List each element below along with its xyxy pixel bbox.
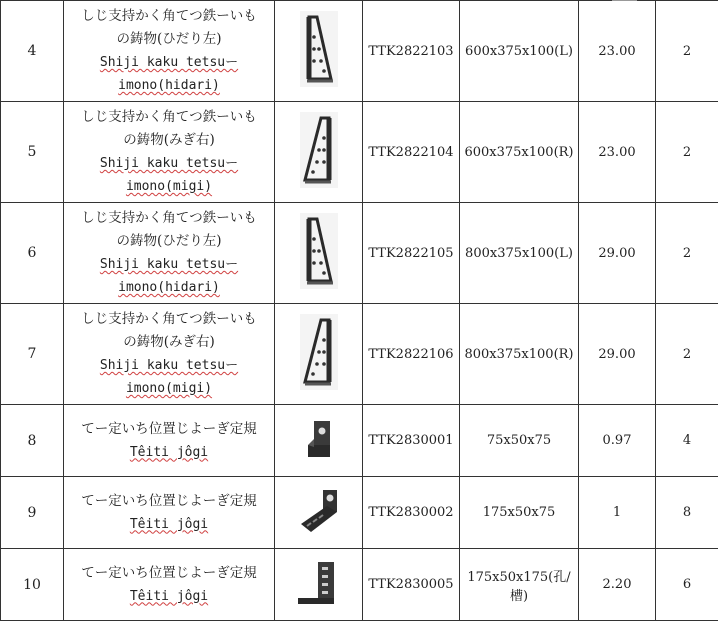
- product-name-romaji: [64, 354, 274, 377]
- product-price: 23.00: [579, 1, 656, 102]
- product-name-romaji: [64, 441, 274, 464]
- spellcheck-underline: imono(hidari): [118, 280, 220, 295]
- product-name-romaji: [64, 152, 274, 175]
- table-row: [1, 477, 718, 549]
- product-name: [64, 477, 275, 549]
- product-code: TTK2830002: [363, 477, 460, 549]
- spellcheck-underline: imono(migi): [125, 179, 213, 194]
- product-name-japanese: の鋳物(ひだり左): [116, 233, 222, 249]
- product-name: [64, 549, 275, 621]
- spellcheck-underline: Têiti jôgi: [129, 588, 209, 604]
- row-number: 5: [1, 102, 64, 203]
- product-name-romaji: [64, 253, 274, 276]
- spellcheck-underline: Têiti jôgi: [129, 516, 209, 532]
- product-name-japanese: の鋳物(みぎ右): [123, 334, 215, 350]
- product-code: TTK2822103: [363, 1, 460, 102]
- product-name-romaji: [64, 276, 274, 299]
- product-name-japanese: の鋳物(みぎ右): [123, 132, 215, 148]
- product-name-japanese: てー定いち位置じよーぎ定規: [81, 420, 257, 437]
- tall-angle-plate-icon: [294, 558, 344, 608]
- table-row: [1, 549, 718, 621]
- product-image: [275, 477, 363, 549]
- spellcheck-underline: Têiti jôgi: [129, 444, 209, 460]
- product-price: 23.00: [579, 102, 656, 203]
- product-name-romaji: [64, 51, 274, 74]
- spellcheck-underline: imono(migi): [125, 381, 213, 396]
- product-name: [64, 203, 275, 304]
- product-price: 1: [579, 477, 656, 549]
- triangle-bracket-left-icon: [299, 9, 339, 89]
- product-price: 2.20: [579, 549, 656, 621]
- row-number: 4: [1, 1, 64, 102]
- product-image: [275, 304, 363, 405]
- product-name-japanese: しじ支持かく角てつ鉄ーいも: [81, 109, 257, 125]
- triangle-bracket-left-icon: [299, 211, 339, 291]
- product-name-romaji: [64, 377, 274, 400]
- spellcheck-underline: imono(hidari): [118, 78, 220, 93]
- table-row: [1, 1, 718, 102]
- product-name-romaji: [64, 74, 274, 97]
- product-quantity: 2: [656, 102, 718, 203]
- product-price: 0.97: [579, 405, 656, 477]
- product-quantity: 2: [656, 1, 718, 102]
- product-price: 29.00: [579, 203, 656, 304]
- product-name-japanese: の鋳物(ひだり左): [116, 31, 222, 47]
- product-size: 75x50x75: [460, 405, 579, 477]
- product-size: 600x375x100(L): [460, 1, 579, 102]
- product-name: [64, 102, 275, 203]
- row-number: 10: [1, 549, 64, 621]
- product-image: [275, 102, 363, 203]
- triangle-bracket-right-icon: [299, 110, 339, 190]
- product-name: [64, 1, 275, 102]
- product-image: [275, 1, 363, 102]
- product-name-japanese: てー定いち位置じよーぎ定規: [81, 564, 257, 581]
- product-name-romaji: [64, 175, 274, 198]
- product-size: 600x375x100(R): [460, 102, 579, 203]
- product-code: TTK2822106: [363, 304, 460, 405]
- product-quantity: 8: [656, 477, 718, 549]
- product-image: [275, 405, 363, 477]
- product-quantity: 2: [656, 203, 718, 304]
- product-size: 175x50x175(孔/槽): [460, 549, 579, 621]
- edge-line: [612, 0, 637, 3]
- product-name: [64, 304, 275, 405]
- row-number: 8: [1, 405, 64, 477]
- table-row: [1, 405, 718, 477]
- spellcheck-underline: Shiji kaku tetsuー: [99, 257, 239, 272]
- table-row: [1, 102, 718, 203]
- product-size: 800x375x100(R): [460, 304, 579, 405]
- product-name-japanese: てー定いち位置じよーぎ定規: [81, 492, 257, 509]
- row-number: 6: [1, 203, 64, 304]
- product-name-japanese: しじ支持かく角てつ鉄ーいも: [81, 210, 257, 226]
- product-code: TTK2822104: [363, 102, 460, 203]
- table-row: [1, 304, 718, 405]
- product-quantity: 4: [656, 405, 718, 477]
- slotted-angle-block-icon: [295, 486, 343, 536]
- spellcheck-underline: Shiji kaku tetsuー: [99, 55, 239, 70]
- product-name: [64, 405, 275, 477]
- product-name-romaji: [64, 513, 274, 536]
- spellcheck-underline: Shiji kaku tetsuー: [99, 358, 239, 373]
- product-size: 175x50x75: [460, 477, 579, 549]
- product-size: 800x375x100(L): [460, 203, 579, 304]
- product-name-romaji: [64, 585, 274, 608]
- table-row: [1, 203, 718, 304]
- row-number: 9: [1, 477, 64, 549]
- product-price: 29.00: [579, 304, 656, 405]
- product-image: [275, 203, 363, 304]
- product-quantity: 2: [656, 304, 718, 405]
- product-code: TTK2822105: [363, 203, 460, 304]
- triangle-bracket-right-icon: [299, 312, 339, 392]
- row-number: 7: [1, 304, 64, 405]
- product-quantity: 6: [656, 549, 718, 621]
- product-name-japanese: しじ支持かく角てつ鉄ーいも: [81, 311, 257, 327]
- spellcheck-underline: Shiji kaku tetsuー: [99, 156, 239, 171]
- product-image: [275, 549, 363, 621]
- product-name-japanese: しじ支持かく角てつ鉄ーいも: [81, 8, 257, 24]
- product-code: TTK2830001: [363, 405, 460, 477]
- small-angle-block-icon: [302, 417, 336, 461]
- product-code: TTK2830005: [363, 549, 460, 621]
